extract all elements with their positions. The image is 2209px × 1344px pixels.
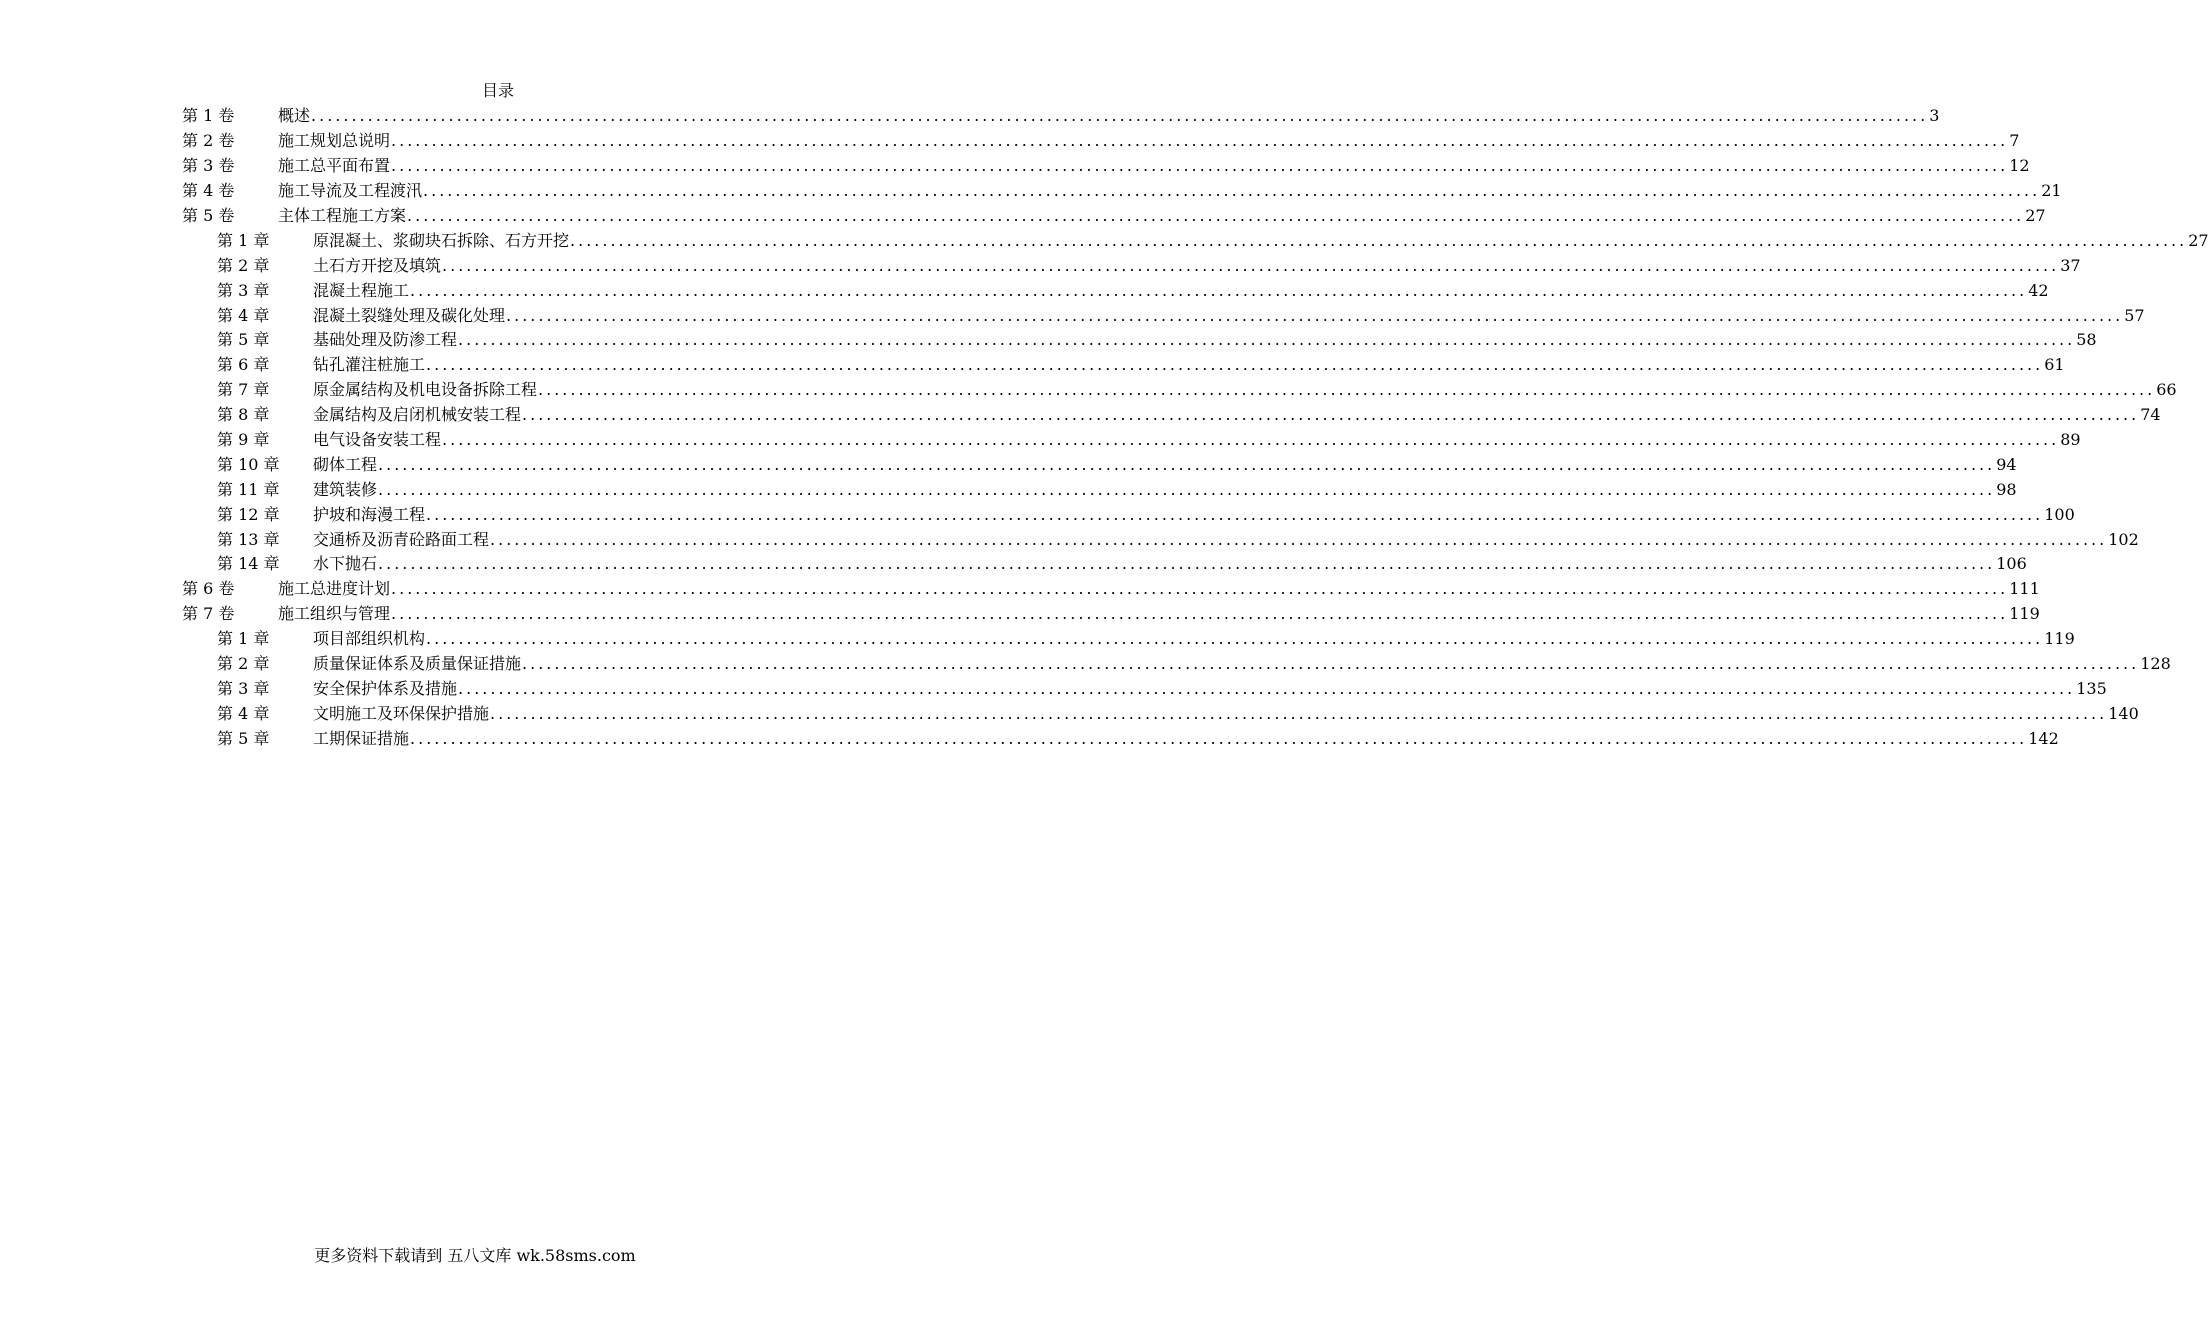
toc-entry-number: 第 2 卷 [182,131,235,151]
toc-leader-dots: ........................................................................................................................................................................................................ [426,504,2044,524]
toc-leader-dots: ........................................................................................................................................................................................................ [391,156,2009,176]
toc-entry-page-number: 66 [2156,380,2177,400]
toc-entry-number: 第 3 章 [217,280,270,300]
toc-leader-dots: ........................................................................................................................................................................................................ [410,728,2028,748]
toc-entry-page-number: 21 [2041,181,2062,201]
toc-entry-title: 电气设备安装工程 [313,430,442,450]
toc-entry-number: 第 2 章 [217,654,270,674]
toc-leader-dots: ........................................................................................................................................................................................................ [458,330,2076,350]
toc-entry-title: 钻孔灌注桩施工 [313,355,426,375]
toc-leader-dots: ........................................................................................................................................................................................................ [490,529,2108,549]
toc-entry-title: 混凝土裂缝处理及碳化处理 [313,305,506,325]
toc-volume-entry[interactable] [182,129,2020,154]
toc-leader-dots: ........................................................................................................................................................................................................ [391,604,2009,624]
toc-leader-dots: ........................................................................................................................................................................................................ [426,355,2044,375]
toc-entry-title: 施工总进度计划 [278,579,391,599]
toc-entry-page-number: 98 [1996,479,2017,499]
toc-chapter-entry[interactable] [182,428,2081,453]
toc-chapter-entry[interactable] [182,253,2081,278]
toc-entry-page-number: 42 [2028,280,2049,300]
toc-leader-dots: ........................................................................................................................................................................................................ [506,305,2124,325]
toc-entry-title: 项目部组织机构 [313,629,426,649]
toc-leader-dots: ........................................................................................................................................................................................................ [378,554,1996,574]
toc-entry-page-number: 135 [2076,678,2107,698]
toc-title: 目录 [481,81,514,100]
toc-entry-page-number: 119 [2009,604,2040,624]
toc-entry-number: 第 13 章 [217,529,280,549]
toc-entry-number: 第 5 章 [217,330,270,350]
toc-volume-entry[interactable] [182,104,1940,129]
toc-entry-page-number: 119 [2044,629,2075,649]
toc-chapter-entry[interactable] [182,378,2177,403]
toc-entry-title: 混凝土程施工 [313,280,410,300]
toc-chapter-entry[interactable] [182,452,2017,477]
toc-leader-dots: ........................................................................................................................................................................................................ [538,380,2156,400]
toc-entry-title: 工期保证措施 [313,728,410,748]
toc-volume-entry[interactable] [182,204,2046,229]
toc-entry-title: 主体工程施工方案 [278,206,407,225]
toc-entry-page-number: 12 [2009,156,2030,176]
toc-chapter-entry[interactable] [182,228,2209,253]
toc-entry-number: 第 12 章 [217,504,280,524]
toc-entry-number: 第 2 章 [217,255,270,275]
toc-entry-number: 第 3 卷 [182,156,235,176]
toc-chapter-entry[interactable] [182,477,2017,502]
toc-entry-page-number: 74 [2140,405,2161,425]
toc-entry-title: 概述 [278,106,311,126]
toc-volume-entry[interactable] [182,154,2030,179]
toc-chapter-entry[interactable] [182,676,2107,701]
toc-entry-page-number: 106 [1996,554,2027,574]
toc-entry-number: 第 14 章 [217,554,280,574]
toc-leader-dots: ........................................................................................................................................................................................................ [442,430,2060,450]
toc-entry-page-number: 27 [2025,206,2046,225]
toc-leader-dots: ........................................................................................................................................................................................................ [378,454,1996,474]
toc-entry-title: 施工总平面布置 [278,156,391,176]
toc-leader-dots: ........................................................................................................................................................................................................ [378,479,1996,499]
toc-leader-dots: ........................................................................................................................................................................................................ [407,206,2025,225]
toc-entry-title: 建筑装修 [313,479,378,499]
toc-entry-title: 质量保证体系及质量保证措施 [313,654,522,674]
toc-entry-number: 第 7 章 [217,380,270,400]
toc-entry-title: 安全保护体系及措施 [313,678,458,698]
toc-entry-page-number: 3 [1929,106,1940,126]
toc-entry-page-number: 37 [2060,255,2081,275]
toc-entry-number: 第 5 章 [217,728,270,748]
toc-leader-dots: ........................................................................................................................................................................................................ [311,106,1929,126]
toc-volume-entry[interactable] [182,602,2040,627]
toc-entry-number: 第 1 章 [217,230,270,250]
toc-leader-dots: ........................................................................................................................................................................................................ [391,131,2009,151]
toc-entry-title: 文明施工及环保保护措施 [313,703,490,723]
toc-leader-dots: ........................................................................................................................................................................................................ [458,678,2076,698]
toc-chapter-entry[interactable] [182,726,2059,751]
toc-entry-number: 第 10 章 [217,454,280,474]
toc-chapter-entry[interactable] [182,403,2161,428]
toc-chapter-entry[interactable] [182,552,2027,577]
toc-entry-page-number: 140 [2108,703,2139,723]
toc-volume-entry[interactable] [182,577,2040,602]
toc-chapter-entry[interactable] [182,278,2049,303]
toc-entry-title: 施工组织与管理 [278,604,391,624]
toc-chapter-entry[interactable] [182,627,2075,652]
toc-entry-number: 第 4 章 [217,703,270,723]
toc-leader-dots: ........................................................................................................................................................................................................ [410,280,2028,300]
toc-entry-number: 第 4 章 [217,305,270,325]
toc-entry-title: 基础处理及防渗工程 [313,330,458,350]
toc-leader-dots: ........................................................................................................................................................................................................ [423,181,2041,201]
toc-leader-dots: ........................................................................................................................................................................................................ [391,579,2009,599]
toc-volume-entry[interactable] [182,179,2062,204]
toc-entry-page-number: 128 [2140,654,2171,674]
toc-chapter-entry[interactable] [182,303,2145,328]
toc-leader-dots: ........................................................................................................................................................................................................ [490,703,2108,723]
toc-entry-number: 第 4 卷 [182,181,235,201]
toc-entry-page-number: 27 [2188,230,2209,250]
toc-entry-title: 砌体工程 [313,454,378,474]
toc-entry-number: 第 6 章 [217,355,270,375]
toc-entry-title: 原混凝土、浆砌块石拆除、石方开挖 [313,230,570,250]
toc-entry-page-number: 7 [2009,131,2020,151]
toc-entry-number: 第 5 卷 [182,206,235,225]
toc-entry-number: 第 1 卷 [182,106,235,126]
toc-leader-dots: ........................................................................................................................................................................................................ [442,255,2060,275]
toc-entry-title: 原金属结构及机电设备拆除工程 [313,380,538,400]
toc-entry-page-number: 94 [1996,454,2017,474]
toc-chapter-entry[interactable] [182,328,2097,353]
toc-leader-dots: ........................................................................................................................................................................................................ [570,230,2188,250]
toc-chapter-entry[interactable] [182,527,2139,552]
toc-entry-page-number: 89 [2060,430,2081,450]
toc-entry-number: 第 7 卷 [182,604,235,624]
toc-entry-title: 施工导流及工程渡汛 [278,181,423,201]
toc-entry-title: 施工规划总说明 [278,131,391,151]
toc-leader-dots: ........................................................................................................................................................................................................ [426,629,2044,649]
toc-entry-page-number: 61 [2044,355,2065,375]
toc-chapter-entry[interactable] [182,701,2139,726]
toc-entry-page-number: 142 [2028,728,2059,748]
toc-entry-page-number: 100 [2044,504,2075,524]
toc-entry-title: 水下抛石 [313,554,378,574]
toc-leader-dots: ........................................................................................................................................................................................................ [522,405,2140,425]
toc-entry-number: 第 3 章 [217,678,270,698]
toc-entry-number: 第 11 章 [217,479,280,499]
toc-entry-page-number: 111 [2009,579,2040,599]
toc-chapter-entry[interactable] [182,502,2075,527]
toc-entry-number: 第 8 章 [217,405,270,425]
toc-entry-title: 金属结构及启闭机械安装工程 [313,405,522,425]
toc-entry-number: 第 1 章 [217,629,270,649]
toc-entry-number: 第 9 章 [217,430,270,450]
toc-chapter-entry[interactable] [182,353,2065,378]
toc-entry-page-number: 58 [2076,330,2097,350]
toc-entry-title: 土石方开挖及填筑 [313,255,442,275]
toc-chapter-entry[interactable] [182,652,2171,677]
toc-leader-dots: ........................................................................................................................................................................................................ [522,654,2140,674]
table-of-contents [182,104,2209,751]
toc-entry-page-number: 102 [2108,529,2139,549]
toc-entry-title: 交通桥及沥青砼路面工程 [313,529,490,549]
footer-download-note: 更多资料下载请到 五八文库 wk.58sms.com [314,1246,636,1265]
toc-entry-page-number: 57 [2124,305,2145,325]
toc-entry-number: 第 6 卷 [182,579,235,599]
toc-entry-title: 护坡和海漫工程 [313,504,426,524]
